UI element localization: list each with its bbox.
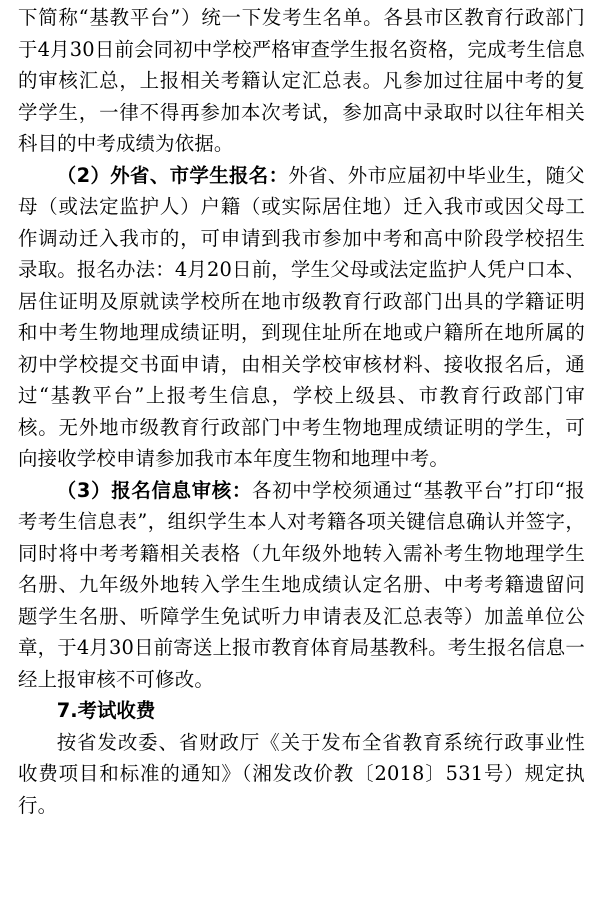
registration-review-heading: （3）报名信息审核： — [56, 478, 252, 502]
out-of-province-registration-heading: （2）外省、市学生报名： — [56, 163, 289, 187]
out-of-province-registration-text: 外省、外市应届初中毕业生，随父母（或法定监护人）户籍（或实际居住地）迁入我市或因父母工作调动迁入我市的，可申请到我市参加中考和高中阶段学校招生录取。报名办法：4月20日前，学生父母或法定监护人凭户口本、居住证明及原就读学校所在地市级教育行政部门出具的学籍证明和中考生物地理成绩证明，到现住址所在地或户籍所在地所属的初中学校提交书面申请，由相关学校审核材料、接收报名后，通过“基教平台”上报考生信息，学校上级县、市教育行政部门审核。无外地市级教育行政部门中考生物地理成绩证明的学生，可向接收学校申请参加我市本年度生物和地理中考。 — [18, 163, 585, 470]
section-heading-exam-fees: 7.考试收费 — [56, 699, 156, 722]
registration-review-text: 各初中学校须通过“基教平台”打印“报考考生信息表”，组织学生本人对考籍各项关键信息确认并签字，同时将中考考籍相关表格（九年级外地转入需补考生物地理学生名册、九年级外地转入学生生地成绩认定名册、中考考籍遗留问题学生名册、听障学生免试听力申请表及汇总表等）加盖单位公章，于4月30日前寄送上报市教育体育局基教科。考生报名信息一经上报审核不可修改。 — [18, 478, 585, 691]
paragraph-registration-review — [18, 475, 585, 696]
paragraph-registration-list: 下简称“基教平台”）统一下发考生名单。各县市区教育行政部门于4月30日前会同初中学校严格审查学生报名资格，完成考生信息的审核汇总，上报相关考籍认定汇总表。凡参加过往届中考的复学学生，一律不得再参加本次考试，参加高中录取时以往年相关科目的中考成绩为依据。 — [18, 6, 585, 155]
paragraph-out-of-province-registration — [18, 160, 585, 475]
paragraph-exam-fees: 按省发改委、省财政厅《关于发布全省教育系统行政事业性收费项目和标准的通知》（湘发改价教〔2018〕531号）规定执行。 — [18, 730, 585, 817]
